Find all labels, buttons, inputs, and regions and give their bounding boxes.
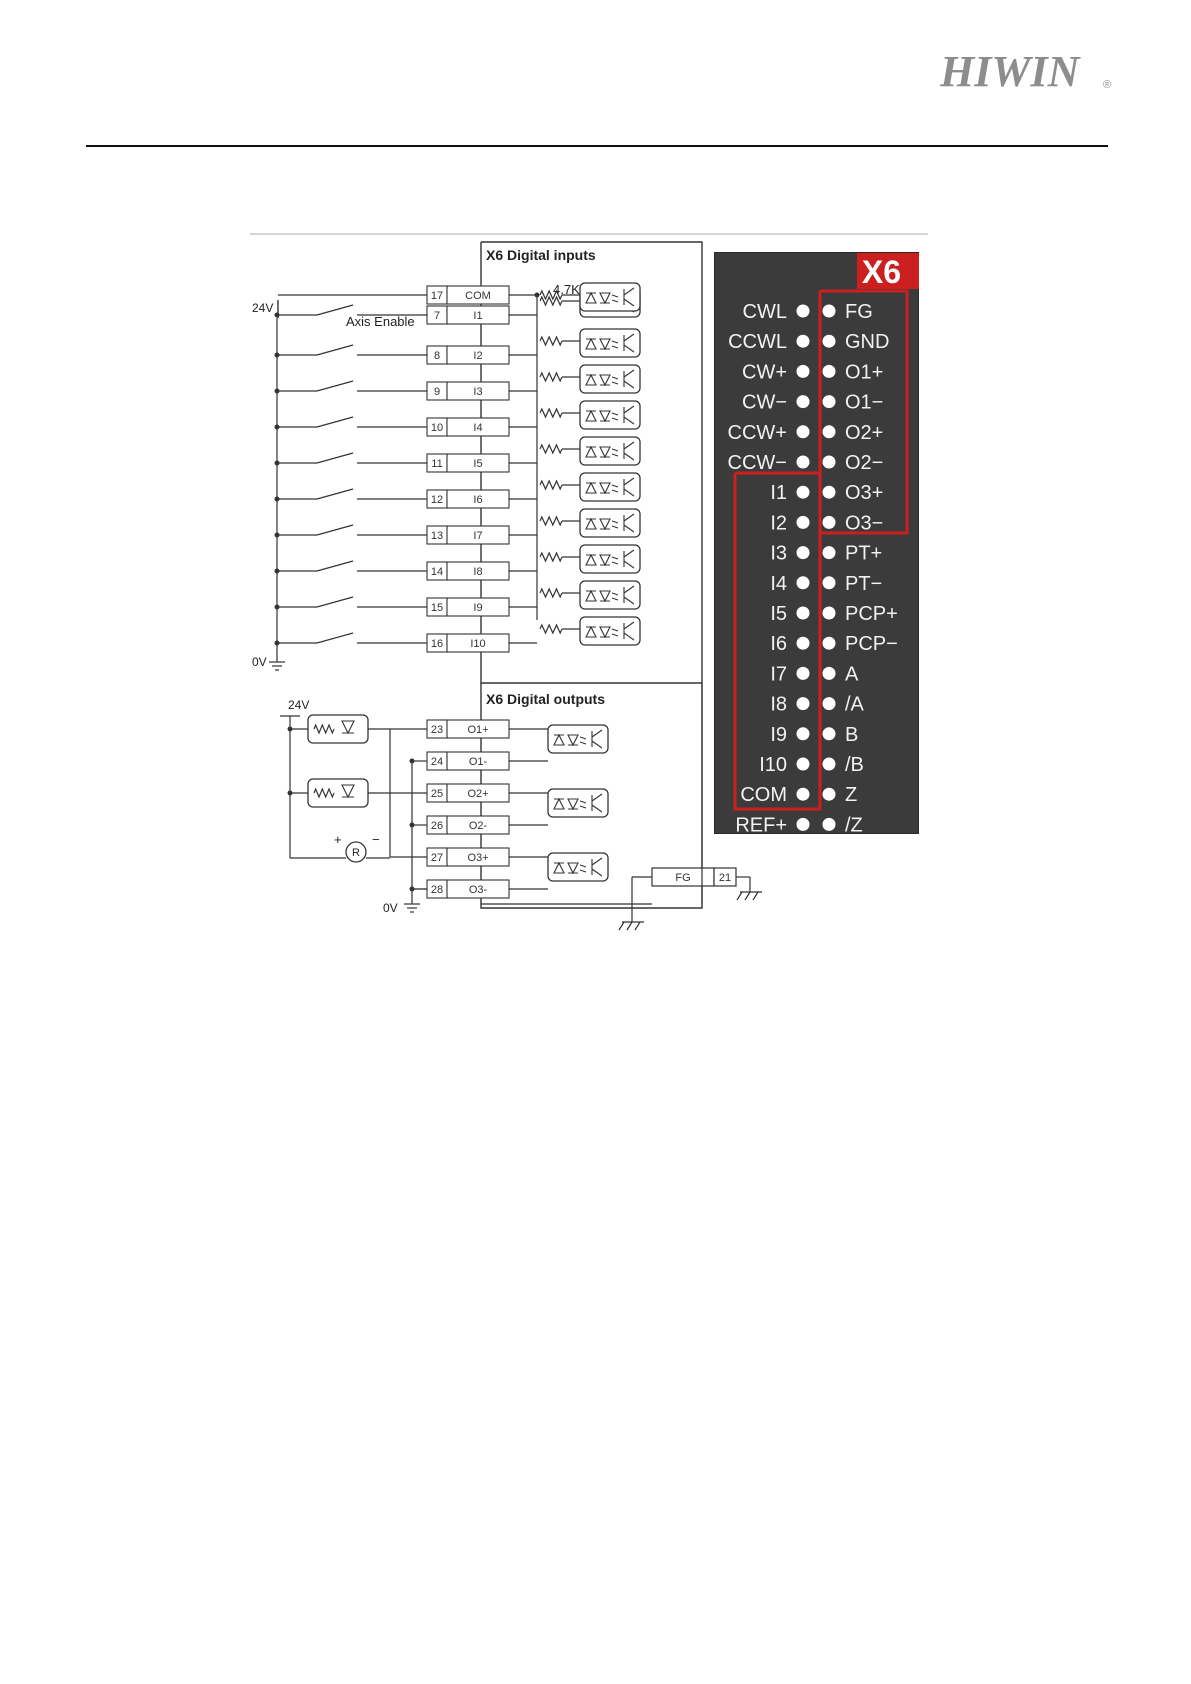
x6-pin-row xyxy=(728,331,889,353)
junction-dot xyxy=(275,313,280,318)
x6-left-pin-dot xyxy=(797,607,810,620)
x6-left-pin-label: I7 xyxy=(770,663,787,686)
wire xyxy=(753,892,758,900)
switch-blade xyxy=(317,597,353,607)
x6-right-pin-dot xyxy=(823,697,836,710)
x6-connector-svg xyxy=(715,253,920,835)
x6-right-pin-label: O3+ xyxy=(845,482,884,505)
x6-pin-row xyxy=(770,543,882,565)
axis-enable-label: Axis Enable xyxy=(346,314,415,329)
x6-left-pin-label: I5 xyxy=(770,603,787,625)
x6-right-pin-label: GND xyxy=(845,331,890,354)
junction-dot xyxy=(288,727,293,732)
x6-pin-row xyxy=(770,694,864,716)
input-terminal-row xyxy=(275,437,641,472)
x6-pin-row xyxy=(759,754,864,776)
output-load-optocoupler xyxy=(288,715,391,743)
terminal-pin-number: 27 xyxy=(430,852,444,864)
output-terminal-row xyxy=(390,784,608,817)
input-resistor xyxy=(540,373,562,381)
x6-left-pin-dot xyxy=(797,516,810,529)
fg-pin: 21 xyxy=(718,872,732,884)
x6-right-pin-label: PT− xyxy=(845,572,883,595)
junction-dot xyxy=(275,605,280,610)
terminal-name: O3+ xyxy=(467,852,489,864)
x6-pin-row xyxy=(770,633,898,655)
input-resistor xyxy=(540,589,562,597)
output-terminal-block xyxy=(280,715,608,912)
x6-right-pin-label: FG xyxy=(845,301,873,323)
pin21-chassis-ground xyxy=(737,892,762,900)
x6-left-pin-label: I9 xyxy=(770,723,787,746)
x6-left-pin-label: I6 xyxy=(770,633,787,656)
x6-right-pin-label: O3− xyxy=(845,512,884,535)
x6-left-pin-dot xyxy=(797,758,810,771)
junction-dot xyxy=(275,425,280,430)
junction-dot xyxy=(275,497,280,502)
terminal-pin-number: 9 xyxy=(433,386,441,398)
x6-left-pin-label: I8 xyxy=(770,693,787,716)
terminal-pin-number: 13 xyxy=(430,530,444,542)
x6-right-pin-dot xyxy=(823,516,836,529)
input-terminal-row xyxy=(275,617,641,652)
x6-left-pin-dot xyxy=(797,637,810,650)
terminal-pin-number: 23 xyxy=(430,724,444,736)
terminal-pin-number: 25 xyxy=(430,788,444,800)
x6-left-pin-label: CCW+ xyxy=(727,421,787,444)
input-terminal-row xyxy=(275,545,641,580)
output-optocoupler xyxy=(548,725,608,753)
x6-right-pin-dot xyxy=(823,546,836,559)
logo-text: HIWIN xyxy=(940,47,1080,96)
input-optocoupler xyxy=(580,401,640,429)
input-optocoupler xyxy=(580,283,640,311)
input-terminal-row xyxy=(275,365,641,400)
x6-pin-row xyxy=(770,512,883,534)
x6-right-pin-label: PT+ xyxy=(845,542,883,565)
x6-right-pin-label: PCP− xyxy=(845,633,898,656)
output-terminal-row xyxy=(390,848,608,881)
switch-blade xyxy=(317,489,353,499)
junction-dot xyxy=(275,353,280,358)
x6-left-pin-label: COM xyxy=(740,784,787,807)
x6-right-pin-dot xyxy=(823,818,836,831)
input-terminal-row xyxy=(275,509,641,544)
x6-right-pin-dot xyxy=(823,758,836,771)
input-terminal-block xyxy=(269,283,640,670)
input-resistor xyxy=(540,337,562,345)
input-optocoupler xyxy=(580,617,640,645)
x6-right-pin-dot xyxy=(823,305,836,318)
output-24v-label: 24V xyxy=(288,698,310,712)
registered-mark: ® xyxy=(1103,79,1112,91)
x6-pin-row xyxy=(770,482,883,504)
x6-pin-row xyxy=(735,814,862,835)
hiwin-logo xyxy=(940,46,1120,96)
x6-left-pin-label: I1 xyxy=(770,482,787,505)
terminal-pin-number: 16 xyxy=(430,638,444,650)
switch-blade xyxy=(317,561,353,571)
x6-left-pin-dot xyxy=(797,576,810,589)
x6-left-pin-label: I10 xyxy=(759,754,787,776)
fg-terminal xyxy=(652,868,736,886)
x6-right-pin-label: A xyxy=(845,663,859,686)
terminal-name: I10 xyxy=(470,638,486,650)
terminal-name: I1 xyxy=(473,310,483,322)
input-ground-symbol xyxy=(269,662,285,670)
input-resistor xyxy=(540,445,562,453)
x6-right-pin-label: O2− xyxy=(845,452,884,474)
fg-label: FG xyxy=(675,872,691,884)
output-load-optocoupler xyxy=(288,779,391,807)
x6-right-pin-dot xyxy=(823,395,836,408)
input-optocoupler xyxy=(580,545,640,573)
header-rule xyxy=(86,145,1108,147)
x6-left-pin-dot xyxy=(797,425,810,438)
x6-right-pin-label: O1− xyxy=(845,391,884,414)
input-optocoupler xyxy=(580,437,640,465)
terminal-pin-number: 7 xyxy=(433,310,441,322)
output-terminal-row xyxy=(410,816,549,834)
x6-pin-grid xyxy=(728,301,898,835)
terminal-name: I9 xyxy=(473,602,483,614)
input-terminal-row xyxy=(275,401,641,436)
x6-pin-row xyxy=(740,784,857,806)
input-resistor xyxy=(540,409,562,417)
switch-blade xyxy=(317,453,353,463)
x6-left-pin-dot xyxy=(797,667,810,680)
x6-left-pin-label: CW− xyxy=(742,391,787,414)
input-terminal-row xyxy=(275,329,641,364)
x6-left-pin-dot xyxy=(797,365,810,378)
input-resistor xyxy=(540,553,562,561)
wire xyxy=(627,922,632,930)
input-optocoupler xyxy=(580,581,640,609)
x6-right-pin-label: PCP+ xyxy=(845,603,898,625)
terminal-name: O3- xyxy=(468,884,488,896)
terminal-name: I3 xyxy=(473,386,483,398)
terminal-pin-number: 10 xyxy=(430,422,444,434)
resistor-value-label: 4.7K xyxy=(553,282,580,297)
output-0v-label: 0V xyxy=(383,901,398,915)
terminal-pin-number: 28 xyxy=(430,884,444,896)
x6-right-pin-label: B xyxy=(845,723,859,746)
terminal-name: I7 xyxy=(473,530,483,542)
input-0v-label: 0V xyxy=(252,655,267,669)
x6-right-pin-dot xyxy=(823,788,836,801)
x6-right-pin-label: /B xyxy=(845,754,864,776)
input-terminal-row xyxy=(278,286,540,304)
terminal-name: COM xyxy=(465,290,491,302)
wire xyxy=(745,892,750,900)
fg-chassis-ground xyxy=(619,922,644,930)
inputs-title: X6 Digital inputs xyxy=(486,247,596,263)
junction-dot xyxy=(275,569,280,574)
terminal-pin-number: 24 xyxy=(430,756,444,768)
junction-dot xyxy=(275,461,280,466)
relay-label: R xyxy=(352,847,360,859)
junction-dot xyxy=(275,641,280,646)
x6-connector-panel xyxy=(714,252,919,834)
x6-pin-row xyxy=(770,603,898,625)
x6-right-pin-label: O2+ xyxy=(845,421,884,444)
x6-pin-row xyxy=(742,392,883,414)
terminal-name: I8 xyxy=(473,566,483,578)
switch-blade xyxy=(317,525,353,535)
input-24v-label: 24V xyxy=(252,301,274,315)
x6-right-pin-dot xyxy=(823,576,836,589)
output-terminal-row xyxy=(410,752,549,770)
x6-pin-row xyxy=(743,301,873,323)
terminal-pin-number: 26 xyxy=(430,820,444,832)
terminal-name: I6 xyxy=(473,494,483,506)
x6-left-pin-label: CCW− xyxy=(727,452,787,474)
junction-dot xyxy=(275,389,280,394)
input-optocoupler xyxy=(580,509,640,537)
input-optocoupler xyxy=(580,473,640,501)
terminal-pin-number: 12 xyxy=(430,494,444,506)
x6-pin-row xyxy=(728,422,884,444)
x6-left-pin-label: REF+ xyxy=(735,814,787,835)
wire xyxy=(635,922,640,930)
terminal-pin-number: 11 xyxy=(431,458,443,470)
switch-blade xyxy=(317,633,353,643)
x6-pin-row xyxy=(742,361,883,383)
output-optocoupler xyxy=(548,789,608,817)
x6-right-pin-label: Z xyxy=(845,784,858,807)
input-terminal-row xyxy=(275,581,641,616)
junction-dot xyxy=(288,791,293,796)
switch-blade xyxy=(317,345,353,355)
input-resistor xyxy=(540,625,562,633)
x6-pin-row xyxy=(770,724,858,746)
x6-left-pin-dot xyxy=(797,395,810,408)
terminal-pin-number: 15 xyxy=(430,602,444,614)
x6-pin-row xyxy=(770,573,882,595)
x6-right-pin-label: O1+ xyxy=(845,361,884,384)
terminal-pin-number: 14 xyxy=(430,566,444,578)
terminal-name: O2+ xyxy=(467,788,489,800)
input-resistor xyxy=(540,297,562,305)
outputs-title: X6 Digital outputs xyxy=(486,691,605,707)
x6-left-pin-dot xyxy=(797,335,810,348)
x6-right-pin-dot xyxy=(823,727,836,740)
terminal-name: I2 xyxy=(473,350,483,362)
relay-minus: − xyxy=(372,832,380,847)
wire xyxy=(619,922,624,930)
x6-right-pin-dot xyxy=(823,456,836,469)
x6-right-pin-dot xyxy=(823,637,836,650)
x6-left-pin-dot xyxy=(797,456,810,469)
terminal-name: O1+ xyxy=(467,724,489,736)
input-terminal-row xyxy=(275,473,641,508)
x6-right-pin-dot xyxy=(823,667,836,680)
x6-left-pin-label: CWL xyxy=(742,301,787,323)
x6-left-pin-dot xyxy=(797,305,810,318)
junction-dot xyxy=(275,533,280,538)
x6-left-pin-dot xyxy=(797,546,810,559)
x6-right-pin-dot xyxy=(823,335,836,348)
terminal-name: I4 xyxy=(473,422,483,434)
x6-left-pin-label: CCWL xyxy=(728,331,787,354)
x6-right-pin-dot xyxy=(823,607,836,620)
x6-left-pin-dot xyxy=(797,727,810,740)
x6-right-pin-dot xyxy=(823,425,836,438)
x6-left-pin-dot xyxy=(797,818,810,831)
x6-right-pin-dot xyxy=(823,486,836,499)
x6-left-pin-dot xyxy=(797,697,810,710)
x6-left-pin-label: CW+ xyxy=(742,361,787,384)
switch-blade xyxy=(317,417,353,427)
x6-right-pin-label: /Z xyxy=(845,814,863,835)
terminal-pin-number: 8 xyxy=(433,350,441,362)
x6-left-pin-dot xyxy=(797,788,810,801)
relay-plus: + xyxy=(334,832,342,847)
output-optocoupler xyxy=(548,853,608,881)
input-optocoupler xyxy=(580,365,640,393)
output-terminal-row xyxy=(410,880,549,898)
wire xyxy=(737,892,742,900)
x6-right-pin-dot xyxy=(823,365,836,378)
switch-blade xyxy=(317,381,353,391)
x6-right-pin-label: /A xyxy=(845,693,864,716)
x6-pin-row xyxy=(728,452,884,474)
input-resistor xyxy=(540,481,562,489)
terminal-name: O2- xyxy=(468,820,488,832)
x6-pin-row xyxy=(770,663,859,685)
input-optocoupler xyxy=(580,329,640,357)
x6-title: X6 xyxy=(861,254,901,290)
output-ground-symbol xyxy=(404,904,420,912)
input-resistor xyxy=(540,517,562,525)
x6-left-pin-dot xyxy=(797,486,810,499)
x6-left-pin-label: I4 xyxy=(770,572,787,595)
x6-left-pin-label: I2 xyxy=(770,512,787,535)
x6-left-pin-label: I3 xyxy=(770,542,787,565)
terminal-name: O1- xyxy=(468,756,488,768)
output-terminal-row xyxy=(390,720,608,753)
terminal-pin-number: 17 xyxy=(430,290,444,302)
terminal-name: I5 xyxy=(473,458,483,470)
